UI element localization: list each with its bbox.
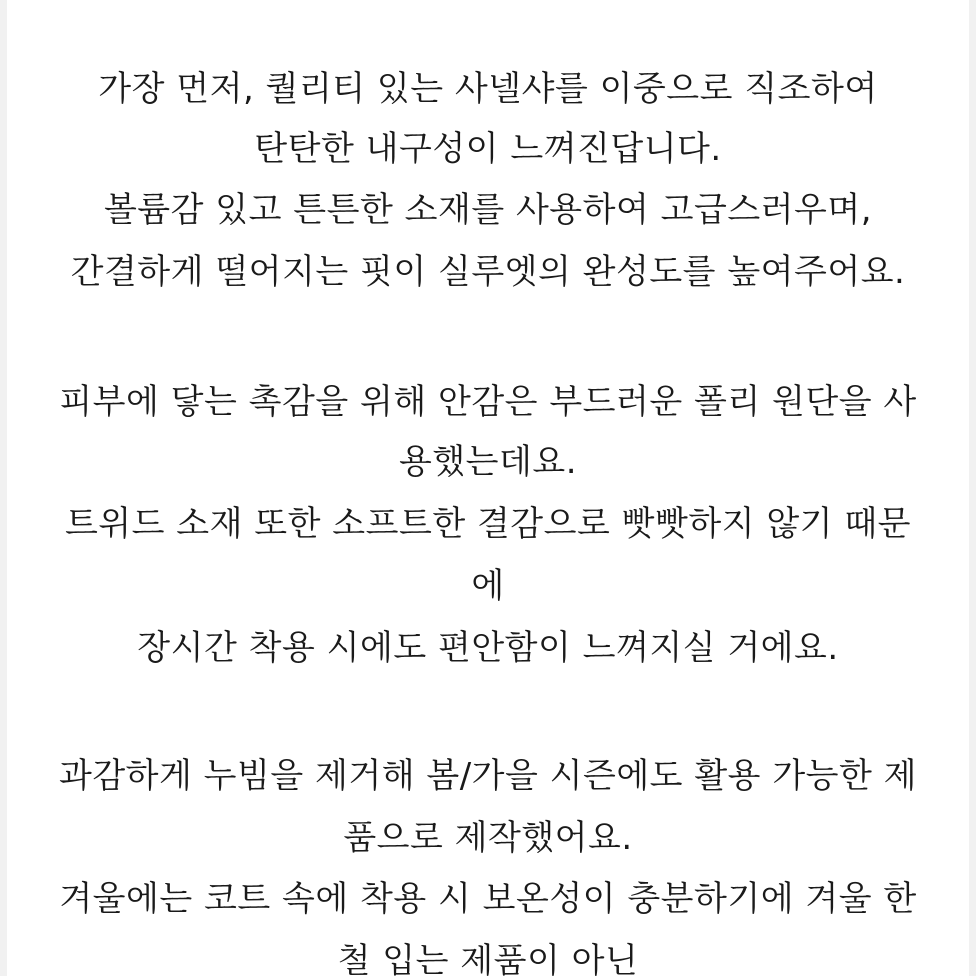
text-line: 겨울에는 코트 속에 착용 시 보온성이 충분하기에 겨울 한 (59, 879, 917, 919)
text-line: 간결하게 떨어지는 핏이 실루엣의 완성도를 높여주어요. (70, 252, 906, 292)
text-line: 철 입는 제품이 아닌 (337, 941, 639, 976)
text-line: 과감하게 누빔을 제거해 봄/가을 시즌에도 활용 가능한 제 (58, 756, 918, 796)
text-line: 트위드 소재 또한 소프트한 결감으로 빳빳하지 않기 때문 (64, 504, 912, 544)
text-line: 에 (471, 566, 505, 606)
text-line: 볼륨감 있고 튼튼한 소재를 사용하여 고급스러우며, (103, 190, 873, 230)
text-line: 품으로 제작했어요. (343, 818, 633, 858)
text-line: 가장 먼저, 퀄리티 있는 사넬샤를 이중으로 직조하여 (98, 69, 878, 109)
text-line: 용했는데요. (398, 442, 578, 482)
text-line: 피부에 닿는 촉감을 위해 안감은 부드러운 폴리 원단을 사 (59, 382, 917, 422)
text-line: 장시간 착용 시에도 편안함이 느껴지실 거에요. (137, 628, 839, 668)
text-line: 탄탄한 내구성이 느껴진답니다. (254, 129, 722, 169)
